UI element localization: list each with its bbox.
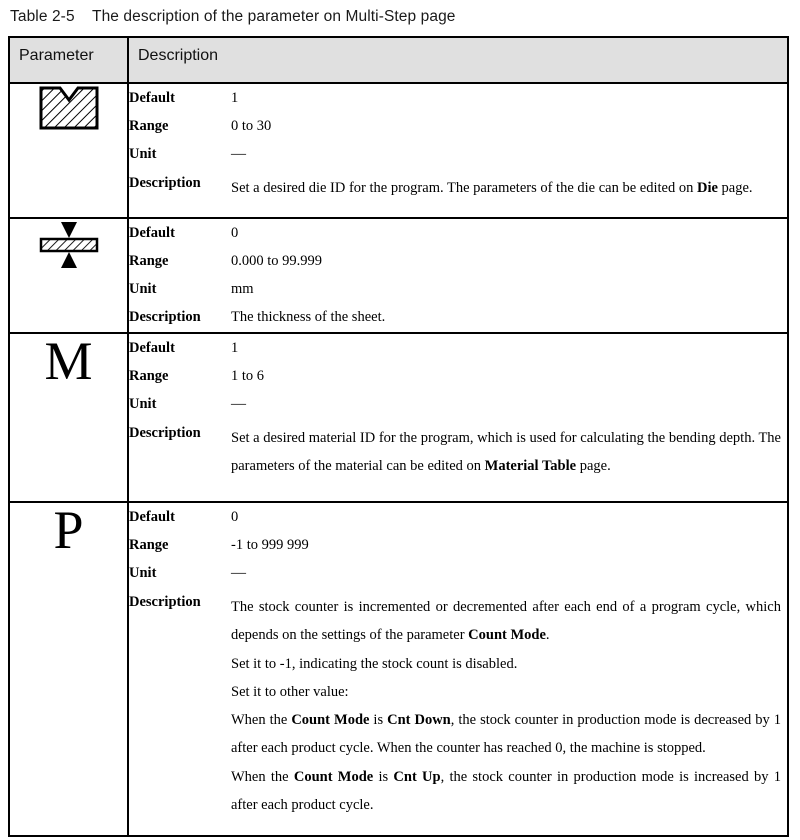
description-cell-thickness: [128, 218, 788, 333]
field-label-range: Range: [129, 118, 169, 135]
field-value-description: Set a desired die ID for the program. The parameters of the die can be edited on Die page.: [231, 180, 753, 196]
field-label-unit: Unit: [129, 146, 157, 163]
field-value-default: 0: [231, 225, 239, 241]
description-cell-die: [128, 83, 788, 218]
field-label-range: Range: [129, 537, 169, 554]
field-value-description: Set a desired material ID for the program, which is used for calculating the bending depth. The parameters of the material can be edited on Material Table page.: [231, 430, 781, 475]
unit-dash: —: [231, 565, 246, 582]
table-caption: Table 2-5 The description of the parameter on Multi-Step page: [10, 8, 456, 25]
field-value-range: 0.000 to 99.999: [231, 253, 323, 270]
column-header-parameter: [9, 37, 128, 83]
field-value-unit: mm: [231, 281, 254, 298]
field-label-default: Default: [129, 509, 175, 525]
field-label-unit: Unit: [129, 396, 157, 413]
unit-dash: —: [231, 146, 246, 163]
table-row: [9, 218, 788, 333]
table-row: [9, 333, 788, 502]
field-value-unit: [231, 559, 787, 588]
column-header-description-label: Description: [138, 47, 219, 64]
table-header-row: [9, 37, 788, 83]
field-label-description: Description: [129, 309, 201, 326]
field-label-unit: Unit: [129, 565, 157, 582]
field-label-default: Default: [129, 340, 175, 356]
field-value-default: 0: [231, 509, 239, 525]
parameter-description-table: [8, 36, 789, 837]
table-header: [9, 37, 788, 83]
field-value-description: The thickness of the sheet.: [231, 309, 386, 326]
unit-dash: —: [231, 396, 246, 413]
table-row: [9, 502, 788, 836]
column-header-description: [128, 37, 788, 83]
die-v-notch-icon: [10, 84, 127, 132]
field-label-range: Range: [129, 253, 169, 270]
field-value-description: The stock counter is incremented or decremented after each end of a program cycle, which depends on the settings of the parameter Count Mode. Set it to -1, indicating the stock count is disabled. Set it to other value: When the Count Mode is Cnt Down, the stock counter in production mode is decreased by 1 after each product cycle. When the counter has reached 0, the machine is stopped. When the Count Mode is Cnt Up, the stock counter in production mode is increased by 1 after each product cycle.: [231, 599, 781, 813]
field-value-range: -1 to 999 999: [231, 537, 309, 554]
field-label-description: Description: [129, 175, 201, 191]
table-row: [9, 83, 788, 218]
field-value-default: 1: [231, 340, 239, 356]
field-label-unit: Unit: [129, 281, 157, 298]
field-label-description: Description: [129, 594, 201, 610]
parameter-cell-die: [9, 83, 128, 218]
field-label-default: Default: [129, 225, 175, 241]
stock-counter-letter-glyph: P: [53, 500, 84, 560]
description-cell-material: [128, 333, 788, 502]
sheet-thickness-icon: [10, 219, 127, 271]
field-value-unit: [231, 390, 787, 419]
column-header-parameter-label: Parameter: [19, 47, 94, 64]
field-label-description: Description: [129, 425, 201, 441]
material-letter-glyph: M: [44, 331, 93, 391]
description-cell-stock-counter: [128, 502, 788, 836]
field-value-unit: [231, 140, 787, 169]
field-value-range: 1 to 6: [231, 368, 265, 385]
field-label-default: Default: [129, 90, 175, 106]
parameter-cell-material: [9, 333, 128, 502]
parameter-cell-stock-counter: [9, 502, 128, 836]
parameter-cell-thickness: [9, 218, 128, 333]
field-value-default: 1: [231, 90, 239, 106]
table-body: [9, 83, 788, 836]
field-value-range: 0 to 30: [231, 118, 272, 135]
field-label-range: Range: [129, 368, 169, 385]
